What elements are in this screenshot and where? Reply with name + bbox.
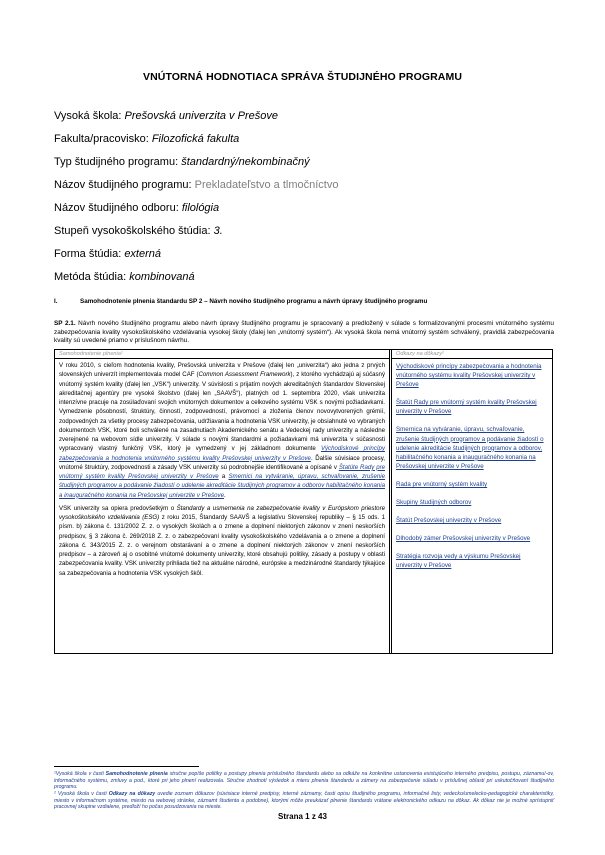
evidence-link[interactable]: Stratégia rozvoja vedy a výskumu Prešovskej univerzity v Prešove bbox=[396, 553, 521, 570]
meta-university: Vysoká škola: Prešovská univerzita v Prešove bbox=[54, 110, 278, 122]
meta-study-form: Forma štúdia: externá bbox=[54, 248, 162, 260]
evidence-link[interactable]: Smernica na vytváranie, úpravu, schvaľovanie, zrušenie študijných programov a podávanie žiadostí o udelenie akreditácie študijných programov a odborov, habilitačného konania a inauguračného konania na Prešovskej univerzite v Prešove bbox=[396, 426, 544, 470]
evidence-link[interactable]: Východiskové princípy zabezpečovania a hodnotenia vnútorného systému kvality Prešovskej univerzity v Prešove bbox=[396, 363, 542, 389]
meta-faculty: Fakulta/pracovisko: Filozofická fakulta bbox=[54, 133, 240, 145]
inline-link-directive[interactable]: Smernici na vytváranie, úpravu, schvaľovanie, zrušenie študijných programov a podávanie žiadostí o udelenie akreditácie študijných programov a odborov habilitačného konania a inauguračného konania na Prešovskej univerzite v Prešove bbox=[59, 473, 386, 499]
standard-intro: SP 2.1. Návrh nového študijného programu alebo návrh úpravy študijného programu je spracovaný a predložený v súlade s formalizovanými procesmi vnútorného systému zabezpečovania kvality vysokoškolského vzdelávania vysokej školy (ďalej len „vnútorný systém“). Ak vysoká škola nemá vnútorný systém schválený, pravidlá zabezpečovania kvality sú uvedené priamo v príslušnom návrhu. bbox=[54, 320, 554, 344]
document-title: VNÚTORNÁ HODNOTIACA SPRÁVA ŠTUDIJNÉHO PROGRAMU bbox=[142, 71, 463, 83]
paragraph-2: VSK univerzity sa opiera predovšetkým o Štandardy a usmernenia na zabezpečovanie kvality v Európskom priestore vysokoškolského vzdelávania (ESG) z roku 2015, Štandardy SAAVŠ a legislatívu Slovenskej republiky – § 15 ods. 1 písm. b) zákona č. 131/2002 Z. z. o vysokých školách a o zmene a doplnení niektorých zákonov v znení neskorších predpisov, § 3 zákona č. 269/2018 Z. z. o zabezpečovaní kvality vysokoškolského vzdelávania a o zmene a doplnení zákona č. 343/2015 Z. z. o verejnom obstarávaní a o zmene a doplnení niektorých zákonov v znení neskorších predpisov – a zároveň aj o osobitné vnútorné dokumenty univerzity, ktoré obsahujú politiky, zásady a postupy v oblasti zabezpečovania kvality. VSK univerzity prihliada tiež na aktuálne národné, európske a medzinárodné štandardy týkajúce sa zabezpečovania a hodnotenia VSK vysokých škôl. bbox=[59, 504, 385, 577]
footnote-separator bbox=[54, 766, 199, 767]
evidence-link[interactable]: Skupiny študijných odborov bbox=[396, 499, 472, 507]
inline-link-principles[interactable]: Východiskové princípy zabezpečovania a hodnotenia vnútorného systému kvality Prešovskej univerzity v Prešove bbox=[59, 445, 385, 462]
header-evidence-links: Odkazy na dôkazy² bbox=[392, 350, 552, 359]
meta-program-type: Typ študijného programu: štandardný/nekombinačný bbox=[54, 156, 310, 168]
evidence-link[interactable]: Štatút Rady pre vnútorný systém kvality Prešovskej univerzity v Prešove bbox=[396, 399, 537, 416]
evidence-link[interactable]: Dlhodobý zámer Prešovskej univerzity v Prešove bbox=[396, 535, 531, 543]
inline-link-statute[interactable]: Štatúte Rady pre vnútorný systém kvality Prešovskej univerzity v Prešove bbox=[59, 463, 385, 480]
footnote-1: ¹Vysoká škola v časti Samohodnotenie plnenia stručne popíše politiky a postupy plnenia príslušného štandardu alebo sa odkáže na konkrétne ustanovenia existujúceho interného predpisu, postupu, záznamu/-ov, informačného systému, zmluvy a pod., ktoré pri jeho plnení realizovala. Stručne zhodnotí výsledok a mieru plnenia štandardu a zámery na zabezpečenie súladu v príslušnej oblasti pri uskutočňovaní študijného programu. bbox=[54, 771, 554, 790]
paragraph-1: V roku 2010, s cieľom hodnotenia kvality, Prešovská univerzita v Prešove (ďalej len „univerzita“) ako jedna z prvých slovenských univerzít implementovala model CAF (Common Assessment Framework), z ktorého vychádzajú aj súčasný vnútorný systém kvality (ďalej len „VSK“) univerzity. V súvislosti s prijatím nových akreditačných štandardov Slovenskej akreditačnej agentúry pre vysoké školstvo (ďalej len „SAAVŠ“), platných od 1. septembra 2020, však univerzita intenzívne pracuje na zosúlaďovaní svojich vnútorných dokumentov a celkového systému VSK s novými požiadavkami. Vymedzenie pôsobností, štruktúry, činností, zodpovedností, právomocí a zloženia členov novovytvorených grémií, zodpovedných za všetky procesy zabezpečovania, udržiavania a hodnotenia VSK univerzity, je obsiahnuté vo vybraných dokumentoch VSK, ktoré boli schválené na zasadnutiach Akademického senátu a Vedeckej rady univerzity a následne zverejnené na webovom sídle univerzity. V súlade s novými štandardmi a požiadavkami má univerzita v súčasnosti vypracovaný vlastný funkčný VSK, ktorý je vymedzený v jej základnom dokumente Východiskové princípy zabezpečovania a hodnotenia vnútorného systému kvality Prešovskej univerzity v Prešove. Ďalšie súvisiace procesy, vnútorné štruktúry, zodpovednosti a zásady VSK univerzity sú podrobnejšie identifikované a opísané v Štatúte Rady pre vnútorný systém kvality Prešovskej univerzity v Prešove a Smernici na vytváranie, úpravu, schvaľovanie, zrušenie študijných programov a podávanie žiadostí o udelenie akreditácie študijných programov a odborov habilitačného konania a inauguračného konania na Prešovskej univerzite v Prešove. bbox=[59, 362, 386, 499]
meta-program-name: Názov študijného programu: Prekladateľstvo a tlmočníctvo bbox=[54, 179, 339, 191]
meta-study-method: Metóda štúdia: kombinovaná bbox=[54, 271, 195, 283]
column-divider bbox=[389, 350, 392, 653]
header-self-evaluation: Samohodnotenie plnenia¹ bbox=[55, 350, 389, 359]
evidence-link[interactable]: Rada pre vnútorný systém kvality bbox=[396, 480, 488, 488]
meta-field: Názov študijného odboru: filológia bbox=[54, 202, 220, 214]
footnote-2: ² Vysoká škola v časti Odkazy na dôkazy uvedie zoznam dôkazov (súvisiace interné predpisy, interné záznamy, časti opisu študijného programu, informačné listy, vedecko/umelecko-pedagogické charakteristiky, miesto v informačnom systéme, miesto na webovej stránke, záznamt študenta a podobne), ktorými môže preukázať plnenie štandardu vrátane elektronického odkazu na dôkaz. Ak dôkaz nie je možné sprístupniť pracovnej skupine vzdialene, predloží ho počas posudzovania na mieste. bbox=[54, 791, 554, 810]
page-number: Strana 1 z 43 bbox=[278, 812, 327, 821]
meta-degree: Stupeň vysokoškolského štúdia: 3. bbox=[54, 225, 223, 237]
self-evaluation-text bbox=[59, 361, 385, 582]
section-heading: I. Samohodnotenie plnenia štandardu SP 2 – Návrh nového študijného programu a návrh úpravy študijného programu bbox=[54, 298, 428, 305]
evidence-link[interactable]: Štatút Prešovskej univerzity v Prešove bbox=[396, 517, 502, 525]
self-evaluation-table bbox=[54, 349, 553, 654]
evidence-links-list bbox=[396, 362, 548, 580]
